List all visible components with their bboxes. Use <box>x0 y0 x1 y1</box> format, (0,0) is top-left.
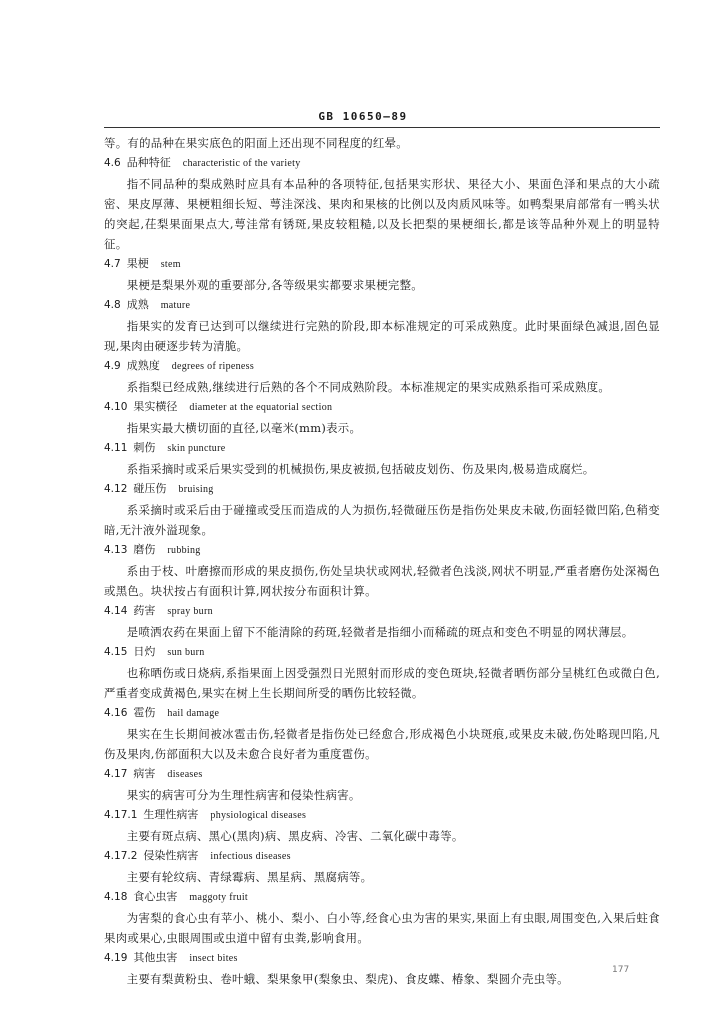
section-number: 4.8 <box>104 299 121 311</box>
section-title-en: sun burn <box>167 647 205 658</box>
section-number: 4.7 <box>104 258 121 270</box>
section-paragraph: 果实的病害可分为生理性病害和侵染性病害。 <box>126 788 361 802</box>
section-paragraph: 指果实最大横切面的直径,以毫米(mm)表示。 <box>126 421 362 435</box>
section-number: 4.14 <box>104 605 128 617</box>
section-title-en: physiological diseases <box>210 810 307 821</box>
section-number: 4.16 <box>104 707 128 719</box>
section-title-en: spray burn <box>167 606 213 617</box>
section-number: 4.17.2 <box>104 850 138 862</box>
section-title-en: stem <box>160 259 181 270</box>
section-title-cn: 果实横径 <box>133 400 178 413</box>
header-rule <box>104 127 660 128</box>
section-paragraph: 系采摘时或采后由于碰撞或受压而造成的人为损伤,轻微碰压伤是指伤处果皮未破,伤面轻微凹陷,色稍变暗,无汁液外溢现象。 <box>104 503 660 537</box>
section-paragraph: 主要有轮纹病、青绿霉病、黑星病、黑腐病等。 <box>126 870 373 884</box>
section-title-cn: 成熟度 <box>126 359 160 372</box>
section-title-en: maggoty fruit <box>189 892 249 903</box>
section-title-cn: 品种特征 <box>126 156 171 169</box>
section-title-cn: 日灼 <box>133 645 156 658</box>
section-title-cn: 食心虫害 <box>133 890 178 903</box>
section-paragraph: 果梗是梨果外观的重要部分,各等级果实都要求果梗完整。 <box>126 278 423 292</box>
section-number: 4.9 <box>104 360 121 372</box>
section-title-en: diseases <box>167 769 203 780</box>
section-heading <box>104 887 660 908</box>
section-title-en: insect bites <box>189 953 238 964</box>
section-title-cn: 生理性病害 <box>143 808 199 821</box>
section-title-cn: 其他虫害 <box>133 951 178 964</box>
section-title-cn: 雹伤 <box>133 706 156 719</box>
section-number: 4.12 <box>104 483 128 495</box>
section-title-en: bruising <box>178 484 214 495</box>
section-heading <box>104 438 660 459</box>
section-paragraph: 是喷洒农药在果面上留下不能清除的药斑,轻微者是指细小而稀疏的斑点和变色不明显的网状薄层。 <box>126 625 634 639</box>
document-body <box>104 133 660 989</box>
section-number: 4.17 <box>104 768 128 780</box>
section-title-cn: 磨伤 <box>133 543 156 556</box>
section-heading <box>104 846 660 867</box>
section-heading <box>104 540 660 561</box>
section-number: 4.11 <box>104 442 128 454</box>
section-paragraph: 主要有梨黄粉虫、卷叶蛾、梨果象甲(梨象虫、梨虎)、食皮蝶、椿象、梨圆介壳虫等。 <box>126 972 569 986</box>
section-paragraph: 系指采摘时或采后果实受到的机械损伤,果皮被损,包括破皮划伤、伤及果肉,极易造成腐烂。 <box>126 462 595 476</box>
section-title-cn: 成熟 <box>126 298 149 311</box>
section-title-cn: 刺伤 <box>133 441 156 454</box>
section-heading <box>104 153 660 174</box>
section-heading <box>104 642 660 663</box>
section-number: 4.13 <box>104 544 128 556</box>
section-number: 4.6 <box>104 157 121 169</box>
section-heading <box>104 805 660 826</box>
section-heading <box>104 479 660 500</box>
section-heading <box>104 948 660 969</box>
page-number: 177 <box>612 965 630 975</box>
intro-paragraph: 等。有的品种在果实底色的阳面上还出现不同程度的红晕。 <box>104 136 408 150</box>
section-title-en: characteristic of the variety <box>182 158 301 169</box>
section-paragraph: 也称晒伤或日烧病,系指果面上因受强烈日光照射而形成的变色斑块,轻微者晒伤部分呈桃红色或微白色,严重者变成黄褐色,果实在树上生长期间所受的晒伤比较轻微。 <box>104 666 660 700</box>
section-heading <box>104 254 660 275</box>
section-title-en: hail damage <box>167 708 220 719</box>
section-title-en: degrees of ripeness <box>171 361 255 372</box>
section-number: 4.19 <box>104 952 128 964</box>
document-header: GB 10650—89 <box>318 110 408 123</box>
section-paragraph: 指不同品种的梨成熟时应具有本品种的各项特征,包括果实形状、果径大小、果面色泽和果点的大小疏密、果皮厚薄、果梗粗细长短、萼洼深浅、果肉和果核的比例以及肉质风味等。如鸭梨果肩部常有一鸭头状的突起,茌梨果面果点大,萼洼常有锈斑,果皮较粗糙,以及长把梨的果梗细长,都是该等品种外观上的明显特征。 <box>104 177 660 251</box>
section-title-cn: 药害 <box>133 604 156 617</box>
section-title-en: rubbing <box>167 545 201 556</box>
section-paragraph: 系由于枝、叶磨擦而形成的果皮损伤,伤处呈块状或网状,轻微者色浅淡,网状不明显,严重者磨伤处深褐色或黑色。块状按占有面积计算,网状按分布面积计算。 <box>104 564 660 598</box>
section-title-en: diameter at the equatorial section <box>189 402 333 413</box>
section-title-cn: 碰压伤 <box>133 482 167 495</box>
section-paragraph: 为害梨的食心虫有苹小、桃小、梨小、白小等,经食心虫为害的果实,果面上有虫眼,周围变色,入果后蛀食果肉或果心,虫眼周围或虫道中留有虫粪,影响食用。 <box>104 911 660 945</box>
section-paragraph: 主要有斑点病、黑心(黑肉)病、黑皮病、冷害、二氧化碳中毒等。 <box>126 829 464 843</box>
section-title-en: infectious diseases <box>210 851 291 862</box>
section-title-cn: 病害 <box>133 767 156 780</box>
section-heading <box>104 397 660 418</box>
section-number: 4.17.1 <box>104 809 138 821</box>
section-title-cn: 果梗 <box>126 257 149 270</box>
section-title-en: mature <box>160 300 191 311</box>
section-title-cn: 侵染性病害 <box>143 849 199 862</box>
section-number: 4.15 <box>104 646 128 658</box>
section-heading <box>104 295 660 316</box>
section-title-en: skin puncture <box>167 443 226 454</box>
section-heading <box>104 601 660 622</box>
section-heading <box>104 703 660 724</box>
section-heading <box>104 764 660 785</box>
section-paragraph: 系指梨已经成熟,继续进行后熟的各个不同成熟阶段。本标准规定的果实成熟系指可采成熟度。 <box>126 380 611 394</box>
section-paragraph: 指果实的发育已达到可以继续进行完熟的阶段,即本标准规定的可采成熟度。此时果面绿色减退,固色显现,果肉由硬逐步转为清脆。 <box>104 319 660 353</box>
section-paragraph: 果实在生长期间被冰雹击伤,轻微者是指伤处已经愈合,形成褐色小块斑痕,或果皮未破,伤处略现凹陷,凡伤及果肉,伤部面积大以及未愈合良好者为重度雹伤。 <box>104 727 660 761</box>
section-number: 4.18 <box>104 891 128 903</box>
section-number: 4.10 <box>104 401 128 413</box>
section-heading <box>104 356 660 377</box>
